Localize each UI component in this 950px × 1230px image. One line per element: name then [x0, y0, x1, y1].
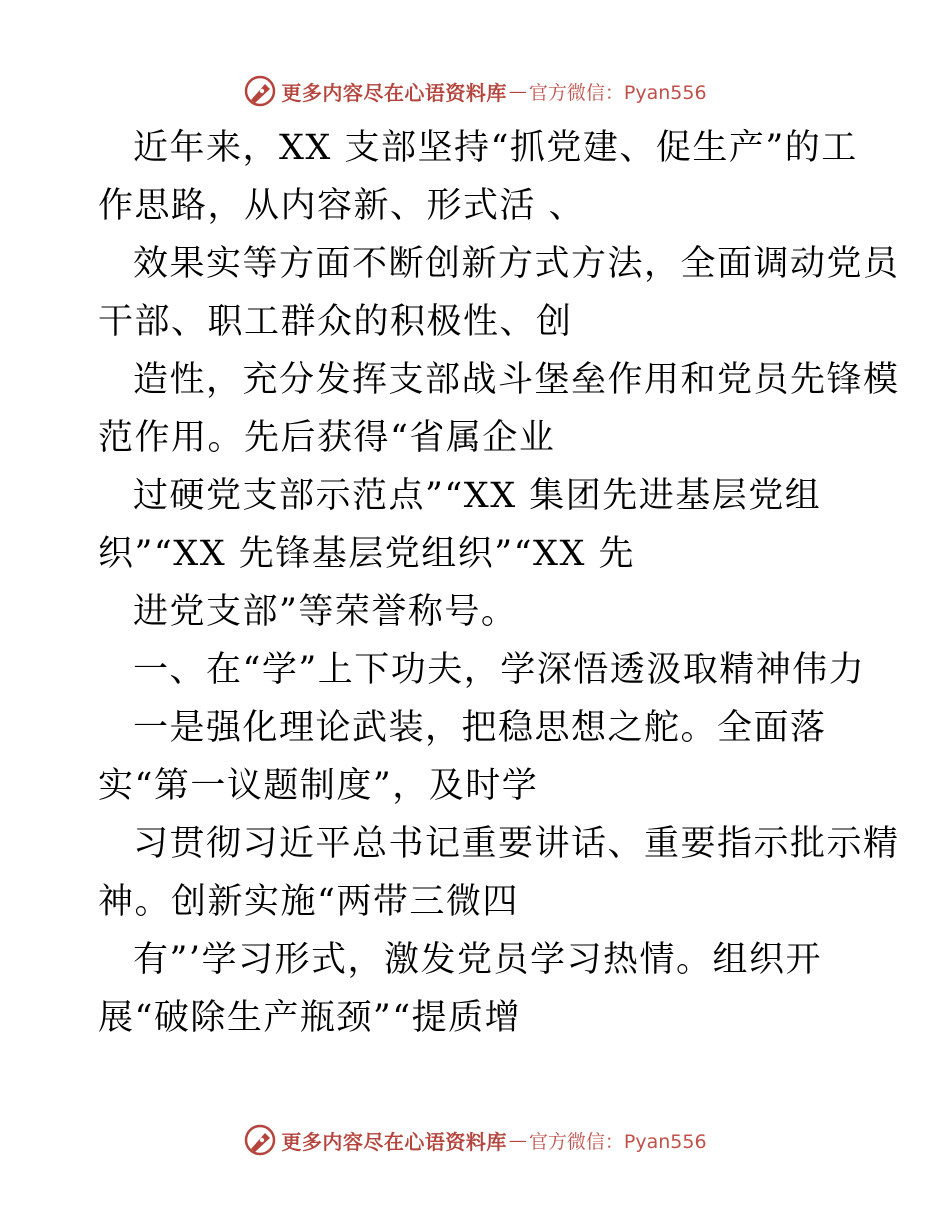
- text-line: 习贯彻习近平总书记重要讲话、重要指示批示精: [133, 824, 900, 864]
- text-line: 进党支部”等荣誉称号。: [133, 592, 518, 632]
- watermark-banner-top: [0, 71, 950, 111]
- watermark-contact-text: 官方微信：Pyan556: [528, 81, 707, 104]
- text-line: 效果实等方面不断创新方式方法，全面调动党员: [133, 244, 900, 284]
- text-line: 实“第一议题制度”，及时学: [98, 766, 539, 806]
- text-line: 神。创新实施“两带三微四: [98, 882, 519, 922]
- text-line: 有”’学习形式，激发党员学习热情。组织开: [133, 940, 823, 980]
- pen-nib-circle-icon: [243, 74, 277, 108]
- watermark-contact-text: 官方微信：Pyan556: [528, 1130, 707, 1153]
- text-line: 干部、职工群众的积极性、创: [98, 302, 573, 342]
- watermark-banner-bottom: [0, 1120, 950, 1160]
- pen-nib-circle-icon: [243, 1123, 277, 1157]
- text-line: 近年来，XX 支部坚持“抓党建、促生产”的工: [133, 128, 858, 168]
- text-line: 一是强化理论武装，把稳思想之舵。全面落: [133, 708, 827, 748]
- text-line: 造性，充分发挥支部战斗堡垒作用和党员先锋模: [133, 360, 900, 400]
- text-line: 展“破除生产瓶颈”“提质增: [98, 998, 522, 1038]
- watermark-site-text: 更多内容尽在心语资料库: [281, 80, 507, 105]
- text-line: 过硬党支部示范点”“XX 集团先进基层党组: [133, 476, 822, 516]
- watermark-dash: —: [508, 80, 527, 102]
- section-heading: 一、在“学”上下功夫，学深悟透汲取精神伟力: [133, 650, 866, 690]
- watermark-site-text: 更多内容尽在心语资料库: [281, 1129, 507, 1154]
- text-line: 织”“XX 先锋基层党组织”“XX 先: [98, 534, 635, 574]
- text-line: 作思路，从内容新、形式活 、: [98, 186, 586, 226]
- watermark-dash: —: [508, 1129, 527, 1151]
- text-line: 范作用。先后获得“省属企业: [98, 418, 556, 458]
